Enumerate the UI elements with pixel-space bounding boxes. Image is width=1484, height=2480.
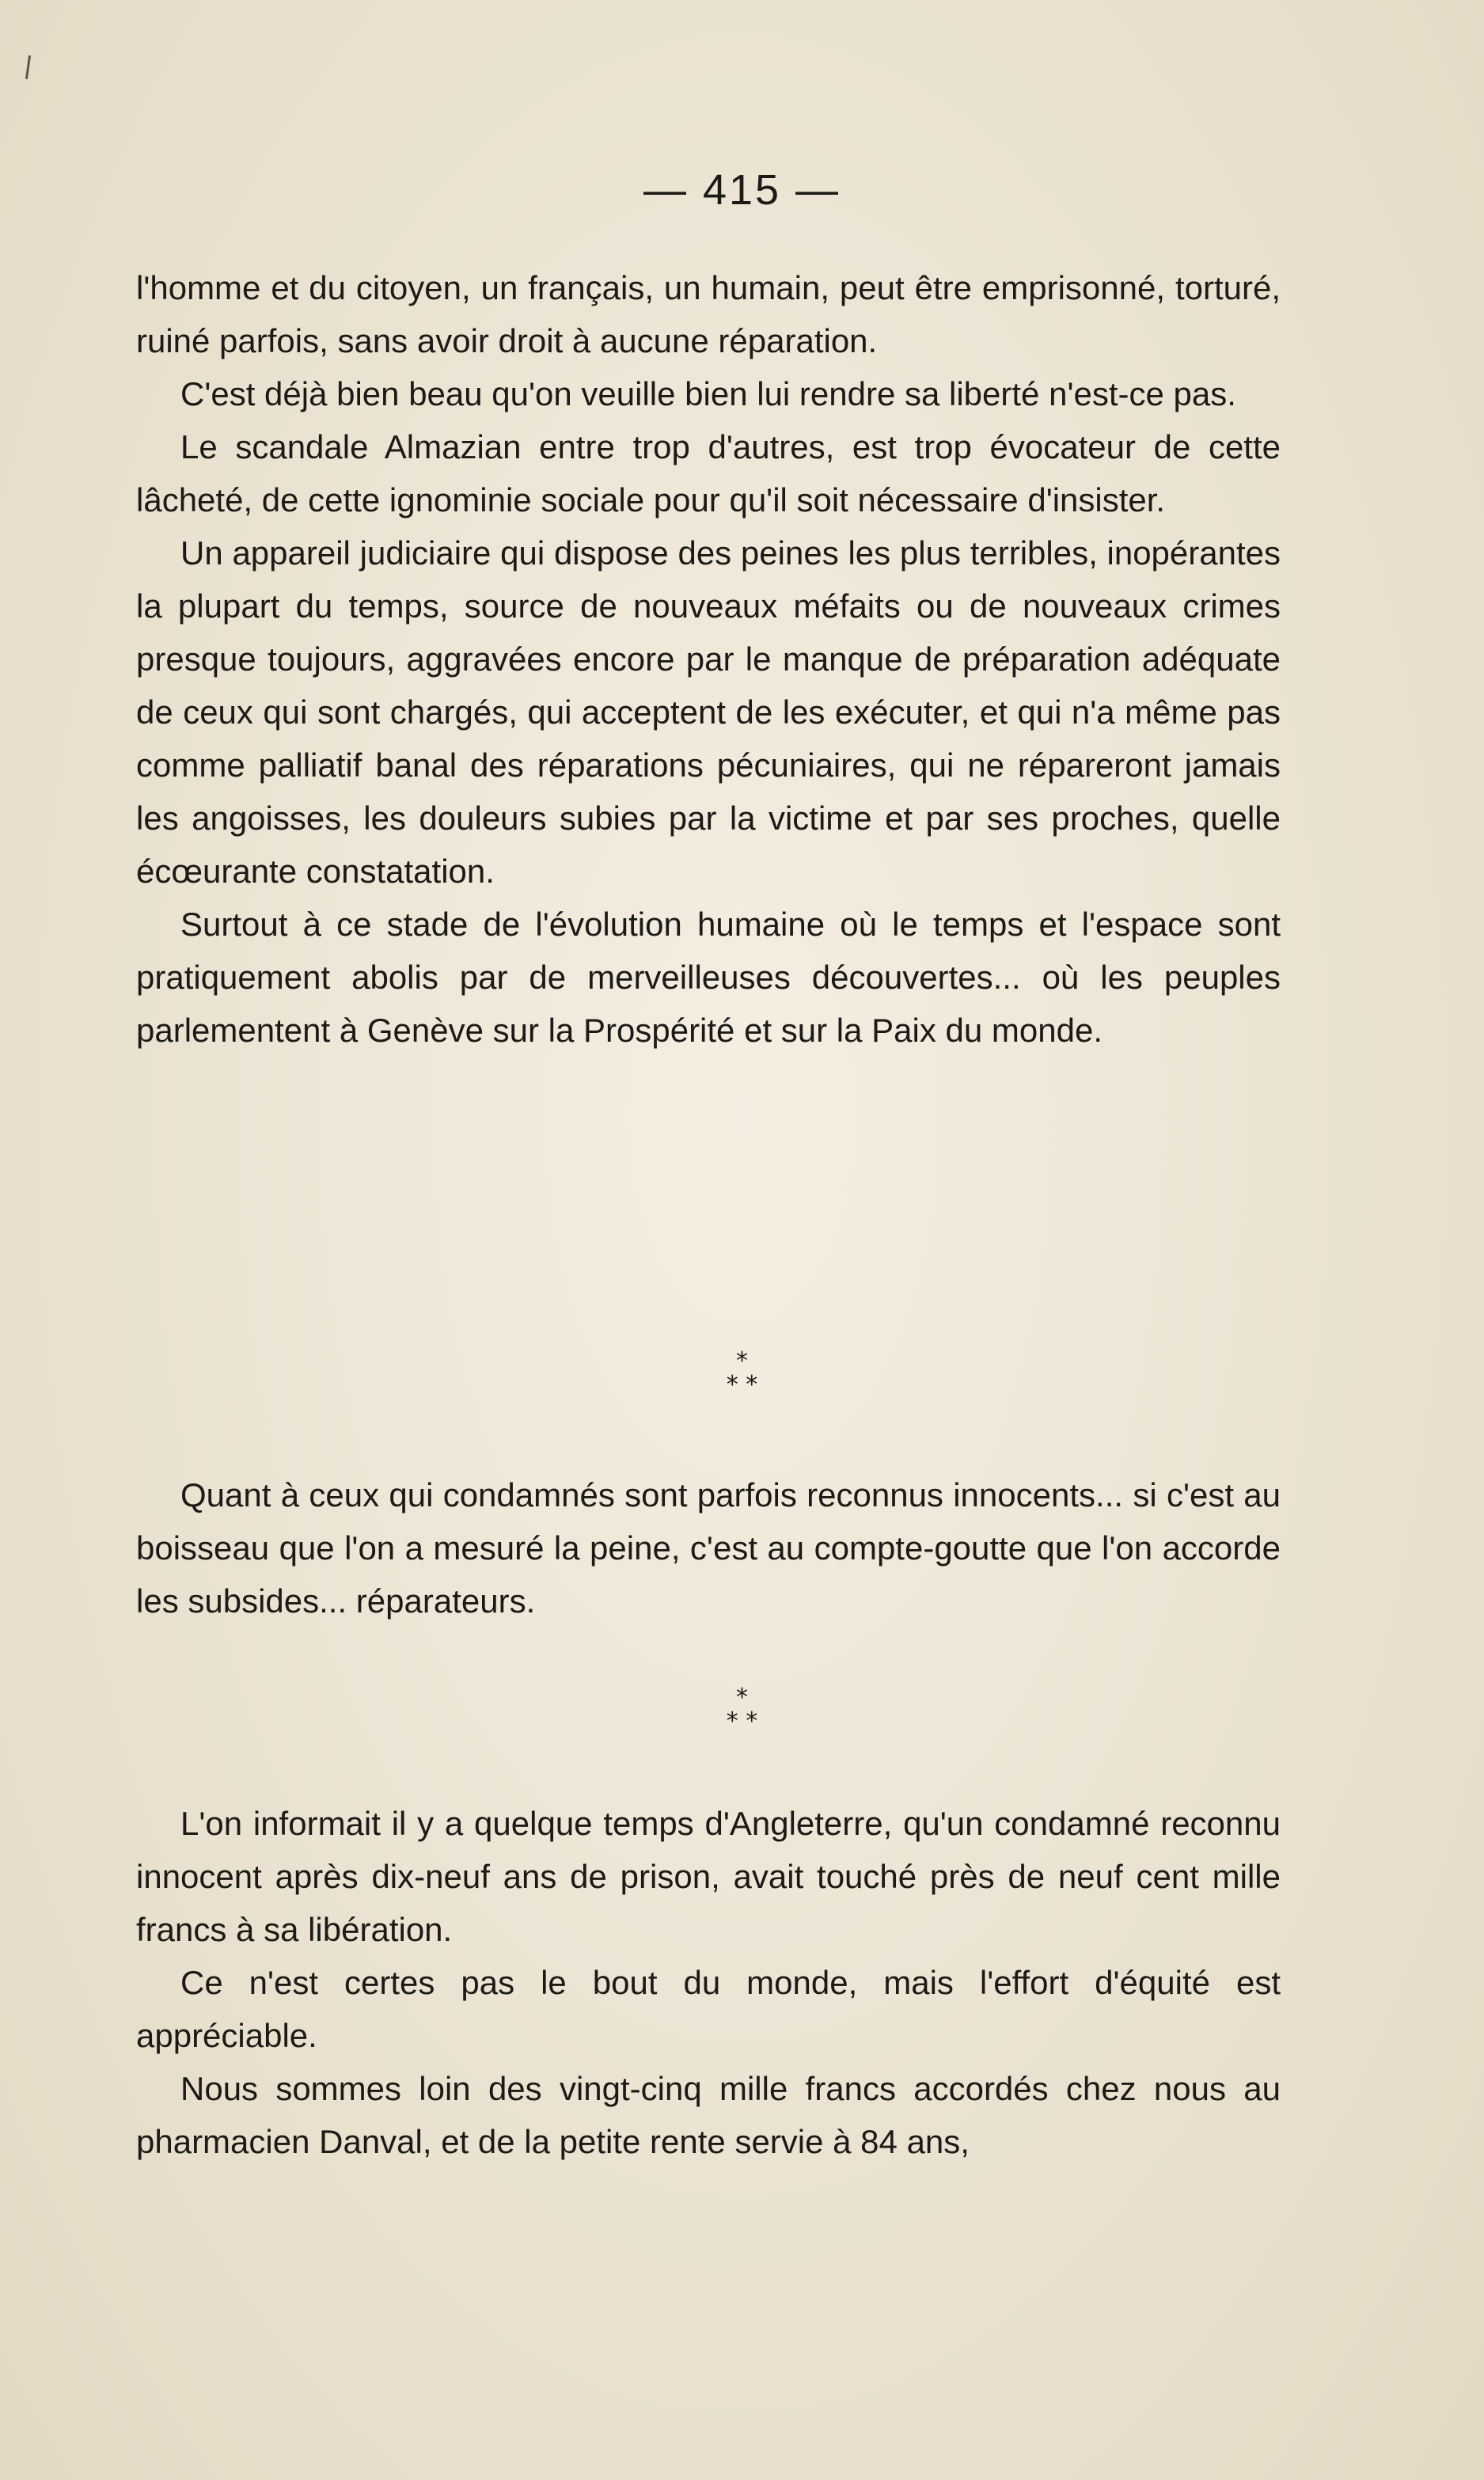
paragraph-3: Le scandale Almazian entre trop d'autres, est trop évocateur de cette lâcheté, de cette ignominie sociale pour qu'il soit nécessaire d'insister. (136, 428, 1281, 518)
paragraph-2: C'est déjà bien beau qu'on veuille bien lui rendre sa liberté n'est-ce pas. (180, 375, 1236, 412)
paragraph-7: L'on informait il y a quelque temps d'Angleterre, qu'un condamné reconnu innocent après dix-neuf ans de prison, avait touché près de neuf cent mille francs à sa libération. (136, 1805, 1281, 1948)
margin-mark (25, 55, 31, 79)
asterism-1-top: * (736, 1347, 748, 1375)
paragraph-6: Quant à ceux qui condamnés sont parfois reconnus innocents... si c'est au boisseau que l'on a mesuré la peine, c'est au compte-goutte que l'on accorde les subsides... réparateurs. (136, 1476, 1281, 1620)
asterism-1 (0, 1347, 1484, 1399)
asterism-2-top: * (736, 1684, 748, 1711)
paragraph-1: l'homme et du citoyen, un français, un humain, peut être emprisonné, torturé, ruiné parfois, sans avoir droit à aucune réparation. (136, 269, 1281, 359)
paragraph-5: Surtout à ce stade de l'évolution humaine où le temps et l'espace sont pratiquement abolis par de merveilleuses découvertes... où les peuples parlementent à Genève sur la Prospérité et sur la Paix du monde. (136, 906, 1281, 1049)
paragraph-4: Un appareil judiciaire qui dispose des peines les plus terribles, inopérantes la plupart du temps, source de nouveaux méfaits ou de nouveaux crimes presque toujours, aggravées encore par le manque de préparation adéquate de ceux qui sont chargés, qui acceptent de les exécuter, et qui n'a même pas comme palliatif banal des réparations pécuniaires, qui ne répareront jamais les angoisses, les douleurs subies par la victime et par ses proches, quelle écœurante constatation. (136, 534, 1281, 890)
page-number: — 415 — (643, 166, 841, 214)
paragraph-8: Ce n'est certes pas le bout du monde, mais l'effort d'équité est appréciable. (136, 1964, 1281, 2054)
asterism-1-bottom: * * (726, 1371, 758, 1399)
section-2 (136, 1468, 1281, 1627)
paragraph-9: Nous sommes loin des vingt-cinq mille francs accordés chez nous au pharmacien Danval, et de la petite rente servie à 84 ans, (136, 2070, 1281, 2160)
section-3 (136, 1797, 1281, 2168)
section-1 (136, 261, 1281, 1057)
asterism-2 (0, 1686, 1484, 1734)
asterism-2-bottom: * * (726, 1707, 758, 1735)
